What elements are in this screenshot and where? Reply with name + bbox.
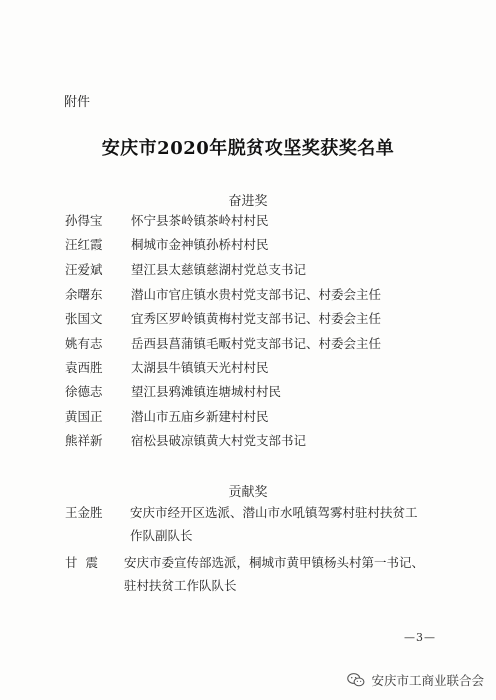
list-item (0, 334, 496, 354)
awardee-description: 潜山市官庄镇水贵村党支部书记、村委会主任 (131, 287, 382, 302)
awardee-name: 姚有志 (65, 336, 103, 351)
contribution-award-heading: 贡献奖 (228, 485, 268, 500)
awardee-description-line2: 作队副队长 (130, 528, 193, 543)
awardee-description: 望江县太慈镇慈湖村党总支书记 (131, 262, 307, 277)
awardee-name: 黄国正 (65, 409, 103, 424)
awardee-name: 孙得宝 (65, 213, 103, 228)
awardee-name: 甘 震 (65, 555, 98, 570)
document-title: 安庆市2020年脱贫攻坚奖获奖名单 (101, 138, 395, 159)
awardee-name: 汪红霞 (65, 237, 103, 252)
list-item (0, 285, 496, 305)
list-item (0, 382, 496, 402)
list-item (0, 358, 496, 378)
watermark-label: 安庆市工商业联合会 (371, 673, 484, 688)
awardee-name: 汪爱斌 (65, 262, 103, 277)
awardee-description: 望江县鸦滩镇连塘城村村民 (131, 384, 282, 399)
awardee-description: 桐城市金神镇孙桥村村民 (131, 237, 269, 252)
progress-award-heading: 奋进奖 (228, 194, 268, 209)
list-item (0, 211, 496, 231)
attachment-label: 附件 (64, 95, 91, 110)
awardee-name: 袁西胜 (65, 360, 103, 375)
list-item (0, 309, 496, 329)
watermark (347, 671, 484, 689)
awardee-description: 岳西县菖蒲镇毛畈村党支部书记、村委会主任 (131, 336, 382, 351)
list-item (0, 431, 496, 451)
awardee-name: 王金胜 (65, 505, 103, 520)
awardee-description: 太湖县牛镇镇天光村村民 (131, 360, 269, 375)
awardee-description-line2: 驻村扶贫工作队队长 (124, 578, 237, 593)
awardee-description-line1: 安庆市经开区选派、潜山市水吼镇驾雾村驻村扶贫工 (130, 505, 418, 520)
awardee-description: 潜山市五庙乡新建村村民 (131, 409, 269, 424)
list-item (0, 260, 496, 280)
page-number: —3— (404, 631, 436, 644)
wechat-icon (347, 672, 365, 688)
awardee-name: 熊祥新 (65, 433, 103, 448)
awardee-description-line1: 安庆市委宣传部选派，桐城市黄甲镇杨头村第一书记、 (124, 555, 425, 570)
awardee-name: 余曙东 (65, 287, 103, 302)
awardee-name: 徐德志 (65, 384, 103, 399)
awardee-description: 宿松县破凉镇黄大村党支部书记 (131, 433, 307, 448)
awardee-name: 张国文 (65, 311, 103, 326)
list-item (0, 407, 496, 427)
list-item (0, 235, 496, 255)
awardee-description: 怀宁县茶岭镇茶岭村村民 (131, 213, 269, 228)
awardee-description: 宜秀区罗岭镇黄梅村党支部书记、村委会主任 (131, 311, 382, 326)
